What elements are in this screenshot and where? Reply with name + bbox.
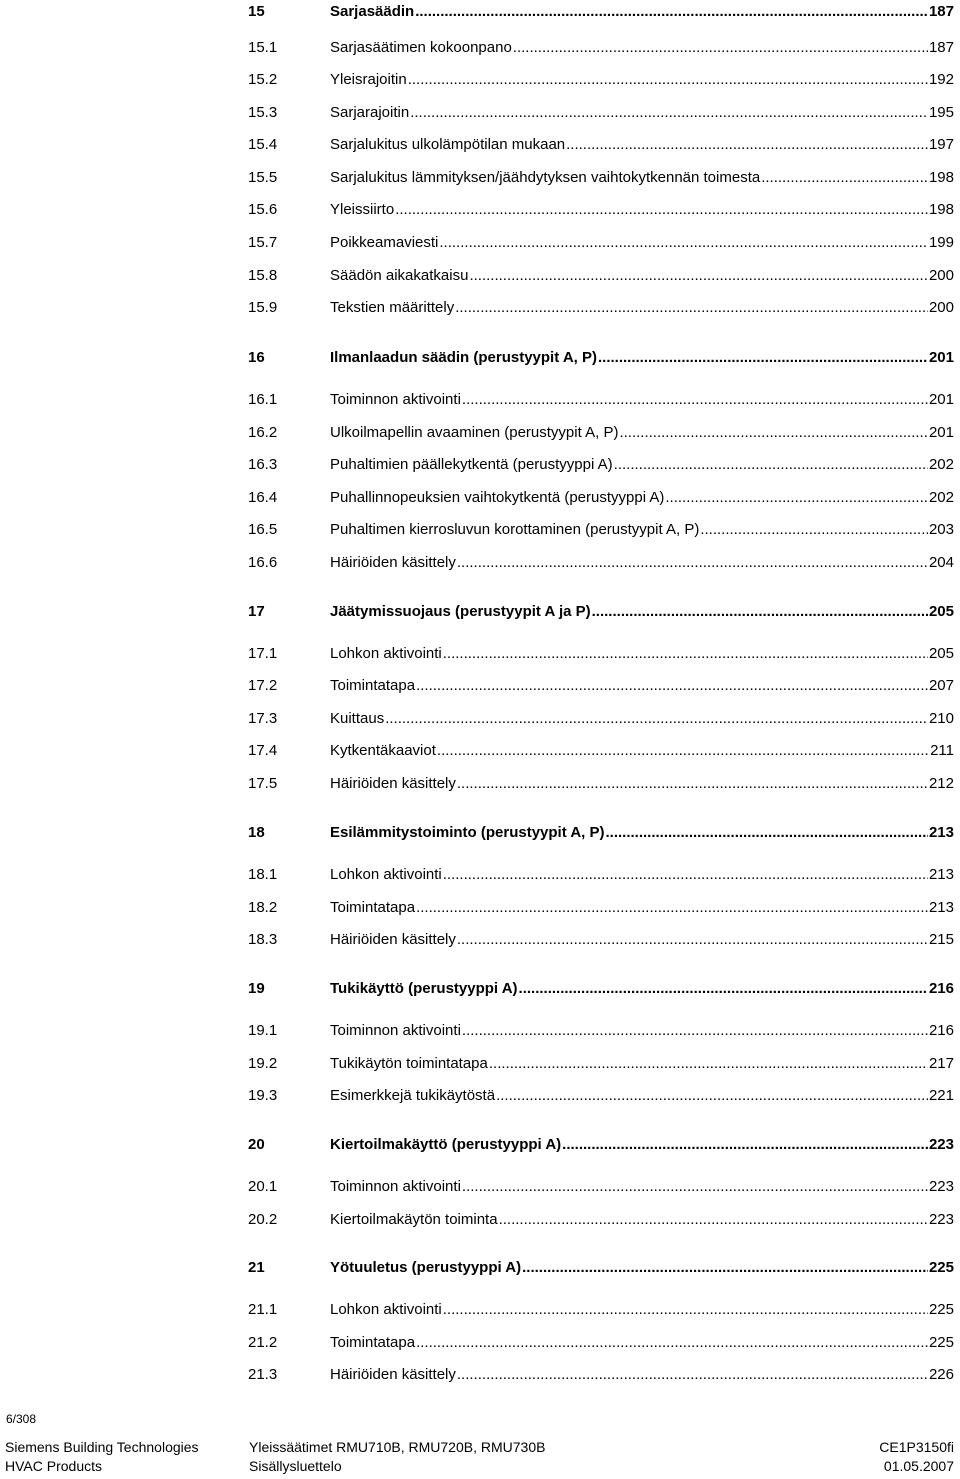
toc-section-entry[interactable]	[248, 551, 954, 575]
toc-entry-number: 18.1	[248, 866, 278, 883]
toc-entry-number: 21.2	[248, 1334, 278, 1351]
toc-dot-leader	[457, 928, 928, 952]
toc-entry-page: 216	[928, 980, 954, 997]
toc-entry-page: 212	[928, 775, 954, 792]
toc-entry-page: 213	[928, 824, 954, 841]
toc-dot-leader	[499, 1208, 928, 1232]
toc-dot-leader	[496, 1084, 928, 1108]
toc-entry-number: 21.3	[248, 1366, 278, 1383]
toc-section-entry[interactable]	[248, 928, 954, 952]
toc-dot-leader	[443, 642, 928, 666]
toc-section-entry[interactable]	[248, 231, 954, 255]
toc-entry-number: 18.3	[248, 931, 278, 948]
toc-entry-title: Häiriöiden käsittely	[330, 775, 456, 792]
toc-entry-number: 15.5	[248, 169, 278, 186]
toc-entry-page: 215	[928, 931, 954, 948]
toc-section-entry[interactable]	[248, 707, 954, 731]
toc-entry-page: 223	[928, 1178, 954, 1195]
toc-dot-leader	[416, 674, 928, 698]
toc-entry-page: 201	[928, 349, 954, 366]
toc-entry-title: Kytkentäkaaviot	[330, 742, 436, 759]
toc-section-entry[interactable]	[248, 198, 954, 222]
toc-entry-number: 21	[248, 1259, 265, 1276]
toc-entry-title: Sarjarajoitin	[330, 104, 410, 121]
toc-entry-number: 20	[248, 1136, 265, 1153]
toc-chapter-entry[interactable]	[248, 1133, 954, 1157]
toc-chapter-entry[interactable]	[248, 821, 954, 845]
toc-entry-page: 199	[928, 234, 954, 251]
toc-entry-page: 205	[928, 603, 954, 620]
toc-entry-number: 15.8	[248, 267, 278, 284]
footer-left	[5, 1438, 199, 1476]
footer-right	[879, 1438, 954, 1476]
toc-entry-title: Yleisrajoitin	[330, 71, 407, 88]
toc-entry-page: 210	[928, 710, 954, 727]
toc-entry-number: 17	[248, 603, 265, 620]
toc-entry-page: 205	[928, 645, 954, 662]
toc-dot-leader	[410, 101, 928, 125]
toc-section-entry[interactable]	[248, 453, 954, 477]
toc-entry-number: 15.6	[248, 201, 278, 218]
toc-dot-leader	[562, 1133, 928, 1157]
toc-dot-leader	[592, 600, 928, 624]
toc-entry-number: 15.4	[248, 136, 278, 153]
toc-section-entry[interactable]	[248, 1298, 954, 1322]
toc-dot-leader	[519, 977, 928, 1001]
toc-entry-number: 20.2	[248, 1211, 278, 1228]
toc-entry-number: 15.2	[248, 71, 278, 88]
toc-entry-page: 211	[930, 742, 954, 759]
toc-dot-leader	[416, 1331, 928, 1355]
toc-entry-title: Yötuuletus (perustyyppi A)	[330, 1259, 522, 1276]
toc-entry-number: 17.4	[248, 742, 278, 759]
toc-dot-leader	[415, 0, 928, 24]
toc-dot-leader	[619, 421, 928, 445]
toc-entry-number: 17.2	[248, 677, 278, 694]
toc-entry-page: 213	[928, 899, 954, 916]
toc-section-entry[interactable]	[248, 739, 954, 763]
toc-entry-title: Häiriöiden käsittely	[330, 554, 456, 571]
toc-section-entry[interactable]	[248, 1019, 954, 1043]
toc-entry-page: 225	[928, 1301, 954, 1318]
toc-entry-page: 201	[928, 391, 954, 408]
toc-dot-leader	[408, 68, 928, 92]
toc-entry-title: Toiminnon aktivointi	[330, 391, 461, 408]
toc-section-entry[interactable]	[248, 1331, 954, 1355]
toc-dot-leader	[606, 821, 928, 845]
toc-entry-title: Toimintatapa	[330, 677, 416, 694]
toc-entry-number: 16.2	[248, 424, 278, 441]
toc-entry-page: 187	[928, 39, 954, 56]
toc-entry-title: Puhaltimien päällekytkentä (perustyyppi A)	[330, 456, 613, 473]
toc-dot-leader	[385, 707, 928, 731]
toc-entry-title: Poikkeamaviesti	[330, 234, 439, 251]
toc-entry-page: 202	[928, 456, 954, 473]
toc-entry-title: Lohkon aktivointi	[330, 645, 442, 662]
toc-entry-number: 17.3	[248, 710, 278, 727]
toc-section-entry[interactable]	[248, 166, 954, 190]
toc-entry-number: 19.2	[248, 1055, 278, 1072]
toc-entry-title: Toiminnon aktivointi	[330, 1022, 461, 1039]
footer-product: Yleissäätimet RMU710B, RMU720B, RMU730B	[249, 1439, 546, 1455]
toc-section-entry[interactable]	[248, 772, 954, 796]
toc-entry-title: Säädön aikakatkaisu	[330, 267, 469, 284]
toc-section-entry[interactable]	[248, 296, 954, 320]
toc-section-entry[interactable]	[248, 421, 954, 445]
toc-section-entry[interactable]	[248, 36, 954, 60]
toc-dot-leader	[443, 1298, 928, 1322]
toc-entry-page: 216	[928, 1022, 954, 1039]
footer-middle	[249, 1438, 545, 1476]
toc-entry-number: 17.5	[248, 775, 278, 792]
toc-dot-leader	[437, 739, 929, 763]
toc-section-entry[interactable]	[248, 863, 954, 887]
toc-section-entry[interactable]	[248, 896, 954, 920]
toc-dot-leader	[598, 346, 928, 370]
toc-dot-leader	[489, 1052, 928, 1076]
toc-entry-number: 15.7	[248, 234, 278, 251]
toc-section-entry[interactable]	[248, 1052, 954, 1076]
toc-entry-title: Esimerkkejä tukikäytöstä	[330, 1087, 496, 1104]
toc-dot-leader	[700, 518, 928, 542]
toc-entry-title: Kiertoilmakäytön toiminta	[330, 1211, 498, 1228]
toc-entry-number: 17.1	[248, 645, 278, 662]
toc-section-entry[interactable]	[248, 642, 954, 666]
page-footer	[0, 1438, 960, 1478]
toc-entry-title: Puhallinnopeuksien vaihtokytkentä (perustyyppi A)	[330, 489, 665, 506]
toc-section-entry[interactable]	[248, 264, 954, 288]
toc-entry-page: 200	[928, 267, 954, 284]
toc-entry-title: Puhaltimen kierrosluvun korottaminen (perustyypit A, P)	[330, 521, 700, 538]
toc-entry-title: Häiriöiden käsittely	[330, 931, 456, 948]
toc-dot-leader	[457, 772, 928, 796]
toc-entry-number: 16.4	[248, 489, 278, 506]
toc-dot-leader	[462, 1175, 928, 1199]
toc-entry-page: 213	[928, 866, 954, 883]
footer-doc-id: CE1P3150fi	[879, 1439, 954, 1455]
toc-entry-title: Kiertoilmakäyttö (perustyyppi A)	[330, 1136, 562, 1153]
toc-entry-page: 225	[928, 1259, 954, 1276]
footer-date: 01.05.2007	[883, 1458, 954, 1474]
toc-entry-title: Tukikäytön toimintatapa	[330, 1055, 488, 1072]
toc-entry-title: Sarjalukitus lämmityksen/jäähdytyksen vaihtokytkennän toimesta	[330, 169, 761, 186]
toc-chapter-entry[interactable]	[248, 1256, 954, 1280]
toc-entry-number: 16.6	[248, 554, 278, 571]
toc-entry-title: Sarjasäätimen kokoonpano	[330, 39, 512, 56]
toc-entry-page: 207	[928, 677, 954, 694]
toc-dot-leader	[665, 486, 928, 510]
toc-entry-number: 16	[248, 349, 265, 366]
toc-entry-number: 15.9	[248, 299, 278, 316]
toc-entry-number: 16.1	[248, 391, 278, 408]
toc-chapter-entry[interactable]	[248, 977, 954, 1001]
toc-chapter-entry[interactable]	[248, 346, 954, 370]
toc-dot-leader	[462, 1019, 928, 1043]
toc-dot-leader	[469, 264, 928, 288]
toc-entry-page: 204	[928, 554, 954, 571]
toc-entry-page: 203	[928, 521, 954, 538]
toc-entry-title: Lohkon aktivointi	[330, 1301, 442, 1318]
toc-entry-title: Tukikäyttö (perustyyppi A)	[330, 980, 518, 997]
toc-entry-title: Tekstien määrittely	[330, 299, 455, 316]
toc-entry-page: 187	[928, 3, 954, 20]
toc-dot-leader	[614, 453, 928, 477]
toc-entry-page: 217	[928, 1055, 954, 1072]
toc-chapter-entry[interactable]	[248, 0, 954, 24]
toc-entry-title: Häiriöiden käsittely	[330, 1366, 456, 1383]
toc-section-entry[interactable]	[248, 674, 954, 698]
toc-dot-leader	[455, 296, 928, 320]
toc-entry-number: 15.1	[248, 39, 278, 56]
toc-entry-page: 197	[928, 136, 954, 153]
toc-entry-number: 18.2	[248, 899, 278, 916]
toc-entry-title: Sarjasäädin	[330, 3, 415, 20]
toc-entry-number: 16.5	[248, 521, 278, 538]
toc-entry-title: Yleissiirto	[330, 201, 395, 218]
toc-entry-number: 18	[248, 824, 265, 841]
toc-entry-title: Ilmanlaadun säädin (perustyypit A, P)	[330, 349, 597, 366]
toc-entry-title: Lohkon aktivointi	[330, 866, 442, 883]
toc-section-entry[interactable]	[248, 101, 954, 125]
toc-entry-title: Sarjalukitus ulkolämpötilan mukaan	[330, 136, 566, 153]
toc-dot-leader	[457, 1363, 928, 1387]
toc-entry-page: 202	[928, 489, 954, 506]
toc-section-entry[interactable]	[248, 1363, 954, 1387]
footer-section: Sisällysluettelo	[249, 1458, 342, 1474]
toc-section-entry[interactable]	[248, 1084, 954, 1108]
toc-dot-leader	[522, 1256, 928, 1280]
toc-dot-leader	[443, 863, 928, 887]
toc-entry-title: Kuittaus	[330, 710, 385, 727]
toc-entry-page: 225	[928, 1334, 954, 1351]
page-number: 6/308	[6, 1412, 37, 1426]
toc-dot-leader	[513, 36, 928, 60]
toc-entry-number: 16.3	[248, 456, 278, 473]
toc-entry-number: 15	[248, 3, 265, 20]
toc-entry-title: Toimintatapa	[330, 899, 416, 916]
toc-section-entry[interactable]	[248, 133, 954, 157]
toc-entry-number: 19.1	[248, 1022, 278, 1039]
toc-chapter-entry[interactable]	[248, 600, 954, 624]
toc-entry-title: Toiminnon aktivointi	[330, 1178, 461, 1195]
toc-dot-leader	[439, 231, 928, 255]
toc-entry-title: Jäätymissuojaus (perustyypit A ja P)	[330, 603, 591, 620]
toc-entry-page: 192	[928, 71, 954, 88]
toc-entry-number: 19	[248, 980, 265, 997]
toc-section-entry[interactable]	[248, 388, 954, 412]
toc-dot-leader	[395, 198, 928, 222]
toc-dot-leader	[457, 551, 928, 575]
toc-entry-number: 15.3	[248, 104, 278, 121]
toc-entry-title: Esilämmitystoiminto (perustyypit A, P)	[330, 824, 605, 841]
toc-dot-leader	[462, 388, 928, 412]
toc-section-entry[interactable]	[248, 486, 954, 510]
toc-entry-page: 221	[928, 1087, 954, 1104]
toc-entry-page: 198	[928, 169, 954, 186]
toc-entry-title: Toimintatapa	[330, 1334, 416, 1351]
toc-dot-leader	[566, 133, 928, 157]
toc-entry-number: 21.1	[248, 1301, 278, 1318]
toc-dot-leader	[416, 896, 928, 920]
toc-section-entry[interactable]	[248, 1208, 954, 1232]
toc-entry-page: 223	[928, 1136, 954, 1153]
toc-entry-title: Ulkoilmapellin avaaminen (perustyypit A, P)	[330, 424, 619, 441]
toc-dot-leader	[761, 166, 928, 190]
toc-entry-number: 20.1	[248, 1178, 278, 1195]
footer-division: HVAC Products	[5, 1458, 102, 1474]
footer-company: Siemens Building Technologies	[5, 1439, 199, 1455]
toc-entry-page: 223	[928, 1211, 954, 1228]
toc-entry-number: 19.3	[248, 1087, 278, 1104]
toc-entry-page: 200	[928, 299, 954, 316]
toc-entry-page: 198	[928, 201, 954, 218]
toc-section-entry[interactable]	[248, 518, 954, 542]
toc-entry-page: 201	[928, 424, 954, 441]
toc-section-entry[interactable]	[248, 68, 954, 92]
toc-section-entry[interactable]	[248, 1175, 954, 1199]
toc-entry-page: 195	[928, 104, 954, 121]
toc-entry-page: 226	[928, 1366, 954, 1383]
